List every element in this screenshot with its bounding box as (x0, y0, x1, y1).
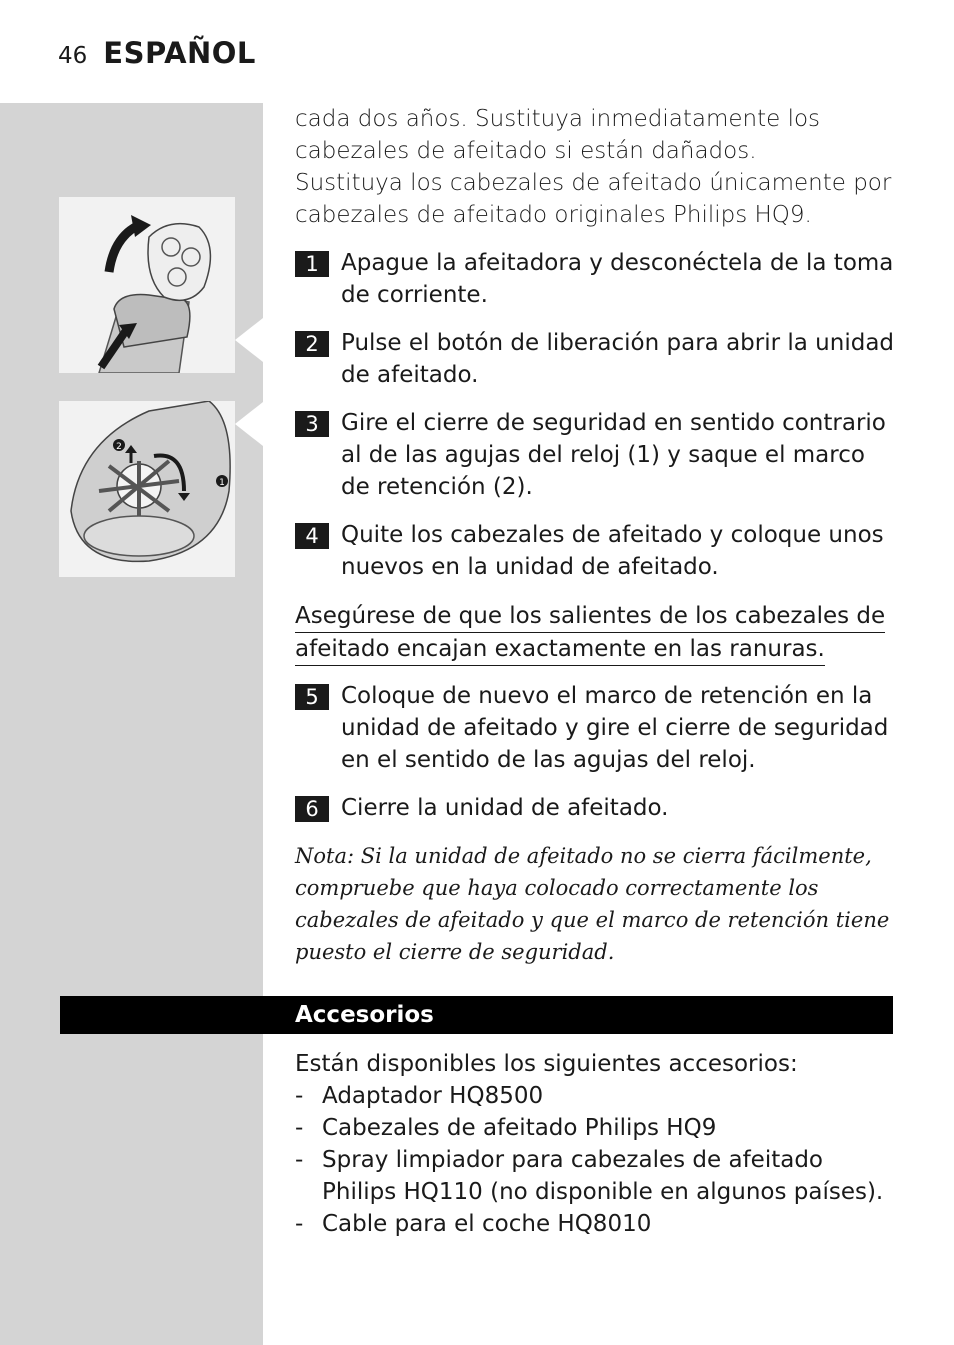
list-item: - Adaptador HQ8500 (295, 1083, 544, 1109)
retaining-frame-drawing (59, 401, 235, 577)
warning-text (295, 600, 895, 666)
warning-line-2: afeitado encajan exactamente en las ranuras. (295, 633, 825, 666)
accessories-heading-bar (60, 996, 893, 1034)
list-item: - Cable para el coche HQ8010 (295, 1211, 652, 1237)
step-number: 2 (295, 331, 329, 357)
step-text: Gire el cierre de seguridad en sentido contrario al de las agujas del reloj (1) y saque el marco de retención (2). (341, 410, 886, 500)
illustration-pointer-1 (235, 318, 263, 362)
note-text: Nota: Si la unidad de afeitado no se cierra fácilmente, compruebe que haya colocado correctamente los cabezales de afeitado y que el marco de retención tiene puesto el cierre de seguridad. (295, 844, 890, 964)
step-text: Coloque de nuevo el marco de retención en la unidad de afeitado y gire el cierre de seguridad en el sentido de las agujas del reloj. (341, 683, 889, 773)
figure-label-1: 1 (219, 478, 225, 488)
step-number: 3 (295, 411, 329, 437)
step-text: Apague la afeitadora y desconéctela de la toma de corriente. (341, 250, 894, 308)
illustration-retaining-frame (59, 401, 235, 577)
step-text: Cierre la unidad de afeitado. (341, 795, 669, 821)
step-number: 6 (295, 796, 329, 822)
step-text: Quite los cabezales de afeitado y coloque unos nuevos en la unidad de afeitado. (341, 522, 884, 580)
accessories-title: Accesorios (295, 1002, 434, 1028)
list-item: - Spray limpiador para cabezales de afeitado Philips HQ110 (no disponible en algunos países). (295, 1147, 884, 1205)
step-number: 5 (295, 684, 329, 710)
step-number: 4 (295, 523, 329, 549)
intro-paragraph-2: Sustituya los cabezales de afeitado únicamente por cabezales de afeitado originales Philips HQ9. (295, 170, 892, 228)
intro-text (295, 103, 895, 231)
step-number: 1 (295, 251, 329, 277)
step-text: Pulse el botón de liberación para abrir la unidad de afeitado. (341, 330, 895, 388)
page-number: 46 (58, 43, 88, 69)
figure-label-2: 2 (116, 442, 122, 452)
page-header (58, 36, 256, 72)
shaver-open-drawing (59, 197, 235, 373)
warning-line-1: Asegúrese de que los salientes de los cabezales de (295, 600, 885, 633)
list-item: - Cabezales de afeitado Philips HQ9 (295, 1115, 717, 1141)
accessories-intro: Están disponibles los siguientes accesorios: (295, 1051, 798, 1077)
illustration-pointer-2 (235, 402, 263, 446)
illustration-open-shaver (59, 197, 235, 373)
accessories-list (295, 1080, 895, 1240)
section-title: ESPAÑOL (103, 36, 256, 70)
intro-paragraph-1: cada dos años. Sustituya inmediatamente los cabezales de afeitado si están dañados. (295, 106, 821, 164)
